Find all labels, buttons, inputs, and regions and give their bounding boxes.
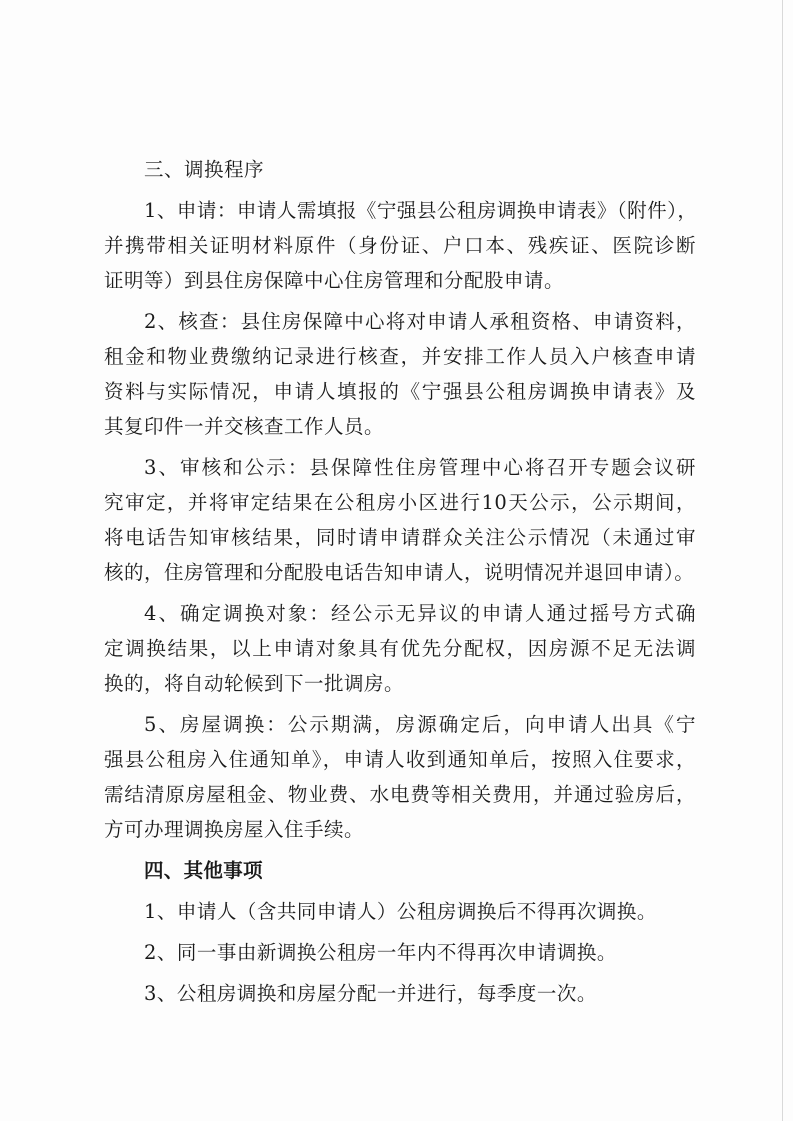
- paragraph-line: 其复印件一并交核查工作人员。: [104, 415, 385, 438]
- paragraph-line: 租金和物业费缴纳记录进行核查，并安排工作人员入户核查申请: [104, 345, 696, 368]
- other-matter-item: 2、同一事由新调换公租房一年内不得再次申请调换。: [144, 941, 617, 964]
- paragraph-line: 并携带相关证明材料原件（身份证、户口本、残疾证、医院诊断: [104, 234, 696, 257]
- scan-edge-line: [782, 0, 783, 1121]
- paragraph-line: 强县公租房入住通知单》，申请人收到通知单后，按照入住要求，: [104, 748, 696, 771]
- section-heading-other-matters: 四、其他事项: [144, 859, 263, 882]
- paragraph-line: 5、房屋调换：公示期满，房源确定后，向申请人出具《宁: [144, 713, 696, 736]
- paragraph-line: 核的，住房管理和分配股电话告知申请人，说明情况并退回申请）。: [104, 561, 695, 584]
- paragraph-line: 换的，将自动轮候到下一批调房。: [104, 672, 405, 695]
- paragraph-line: 3、审核和公示：县保障性住房管理中心将召开专题会议研: [144, 456, 696, 479]
- document-body: [104, 152, 696, 1011]
- paragraph-line: 证明等）到县住房保障中心住房管理和分配股申请。: [104, 269, 565, 292]
- other-matter-item: 1、申请人（含共同申请人）公租房调换后不得再次调换。: [144, 900, 657, 923]
- procedure-item-application: [104, 193, 696, 298]
- procedure-item-determine-swap: [104, 596, 696, 701]
- paragraph-line: 方可办理调换房屋入住手续。: [104, 818, 365, 841]
- paragraph-line: 资料与实际情况，申请人填报的《宁强县公租房调换申请表》及: [104, 380, 696, 403]
- paragraph-line: 将电话告知审核结果，同时请申请群众关注公示情况（未通过审: [104, 526, 696, 549]
- procedure-item-house-swap: [104, 707, 696, 847]
- procedure-item-review-publicity: [104, 450, 696, 590]
- procedure-item-verification: [104, 304, 696, 444]
- paragraph-line: 需结清原房屋租金、物业费、水电费等相关费用，并通过验房后，: [104, 783, 696, 806]
- paragraph-line: 1、申请：申请人需填报《宁强县公租房调换申请表》（附件），: [144, 199, 698, 222]
- paragraph-line: 定调换结果，以上申请对象具有优先分配权，因房源不足无法调: [104, 637, 696, 660]
- paragraph-line: 究审定，并将审定结果在公租房小区进行10天公示，公示期间，: [104, 491, 696, 514]
- other-matter-item: 3、公租房调换和房屋分配一并进行，每季度一次。: [144, 982, 597, 1005]
- paragraph-line: 2、核查：县住房保障中心将对申请人承租资格、申请资料，: [144, 310, 696, 333]
- paragraph-line: 4、确定调换对象：经公示无异议的申请人通过摇号方式确: [144, 602, 696, 625]
- section-heading-procedure: 三、调换程序: [144, 158, 265, 181]
